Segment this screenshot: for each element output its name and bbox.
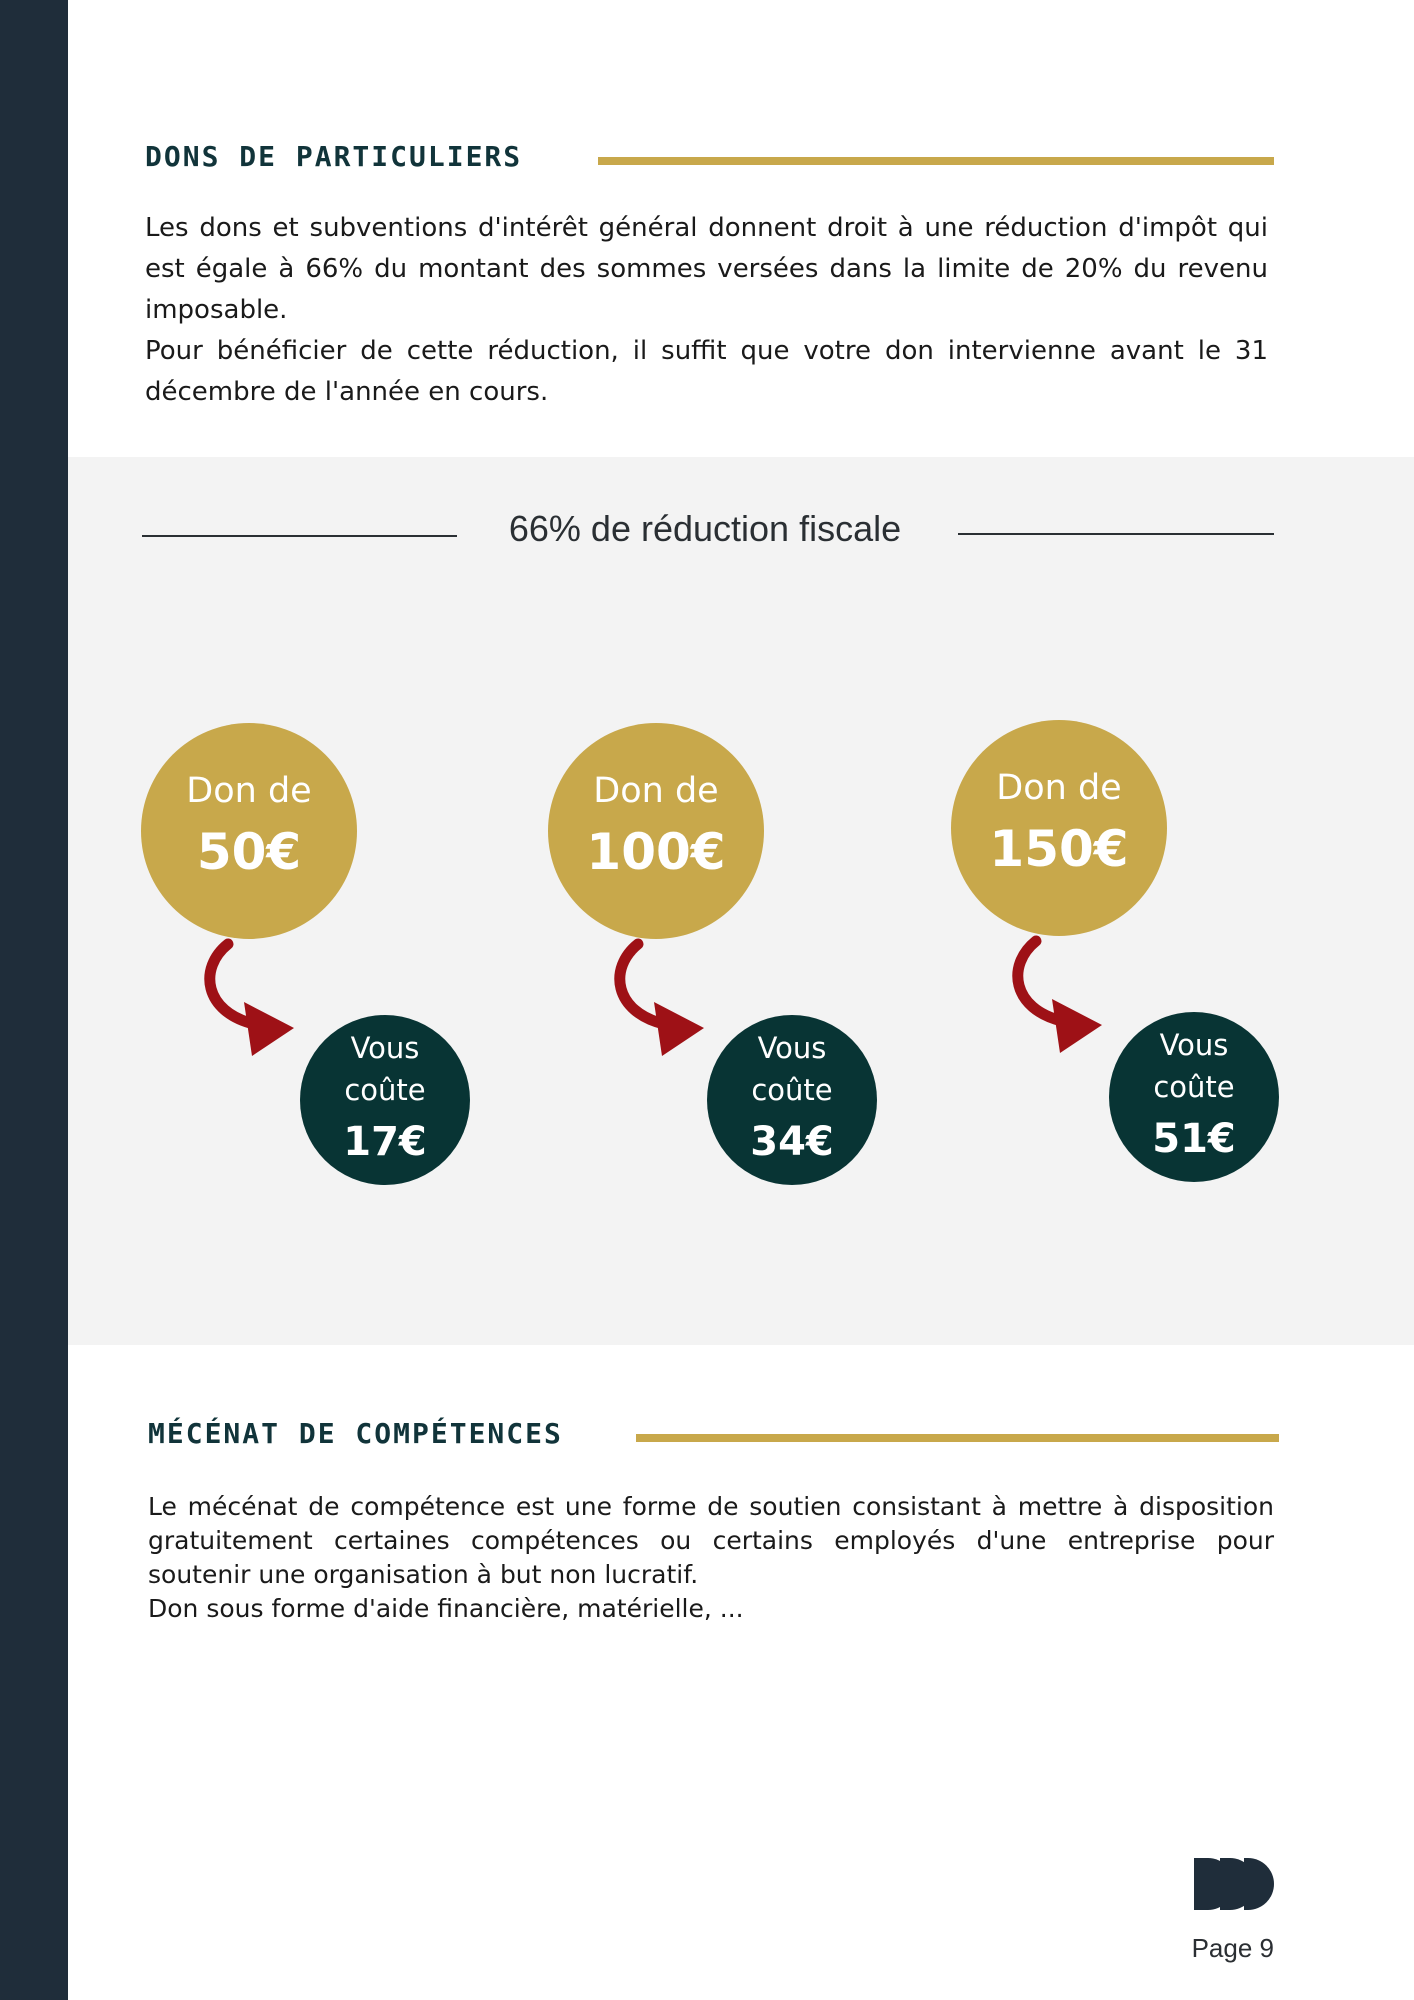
don-circle-100 — [548, 723, 764, 939]
don-circle-50 — [141, 723, 357, 939]
don-label: Don de — [186, 771, 312, 811]
section-title-rule — [636, 1434, 1279, 1442]
triple-half-circle-logo-icon — [1192, 1856, 1274, 1912]
band-title-left-line — [142, 535, 457, 537]
cost-amount: 17€ — [343, 1119, 427, 1165]
paragraph: Don sous forme d'aide financière, matérielle, ... — [148, 1594, 744, 1623]
band-title: 66% de réduction fiscale — [508, 508, 902, 549]
page-number: Page 9 — [1191, 1933, 1274, 1963]
section-title-mecenat-competences: MÉCÉNAT DE COMPÉTENCES — [148, 1417, 563, 1450]
left-sidebar-bar — [0, 0, 68, 2000]
cost-circle-34 — [707, 1015, 877, 1185]
arrow-down-right-icon — [1004, 935, 1104, 1055]
arrow-down-right-icon — [196, 938, 296, 1058]
paragraph: Pour bénéficier de cette réduction, il suffit que votre don intervienne avant le 31 décembre de l'année en cours. — [145, 336, 1268, 407]
mecenat-competences-text — [148, 1490, 1274, 1626]
section-title-rule — [598, 157, 1274, 165]
dons-particuliers-text — [145, 208, 1268, 413]
paragraph: Les dons et subventions d'intérêt général donnent droit à une réduction d'impôt qui est égale à 66% du montant des sommes versées dans la limite de 20% du revenu imposable. — [145, 213, 1268, 325]
section-title-dons-particuliers: DONS DE PARTICULIERS — [145, 140, 523, 173]
cost-amount: 51€ — [1152, 1116, 1236, 1162]
don-amount: 100€ — [586, 823, 726, 881]
cost-amount: 34€ — [750, 1119, 834, 1165]
cost-line1: Vous — [757, 1031, 827, 1065]
cost-circle-51 — [1109, 1012, 1279, 1182]
cost-circle-17 — [300, 1015, 470, 1185]
don-circle-150 — [951, 720, 1167, 936]
don-amount: 150€ — [989, 820, 1129, 878]
paragraph: Le mécénat de compétence est une forme de soutien consistant à mettre à disposition gratuitement certaines compétences ou certains employés d'une entreprise pour soutenir une organisation à but non lucratif. — [148, 1492, 1274, 1589]
don-amount: 50€ — [196, 823, 302, 881]
arrow-down-right-icon — [606, 938, 706, 1058]
cost-line1: Vous — [1159, 1028, 1229, 1062]
cost-line2: coûte — [751, 1073, 833, 1107]
don-label: Don de — [593, 771, 719, 811]
cost-line2: coûte — [344, 1073, 426, 1107]
cost-line1: Vous — [350, 1031, 420, 1065]
don-label: Don de — [996, 768, 1122, 808]
cost-line2: coûte — [1153, 1070, 1235, 1104]
band-title-right-line — [958, 533, 1274, 535]
